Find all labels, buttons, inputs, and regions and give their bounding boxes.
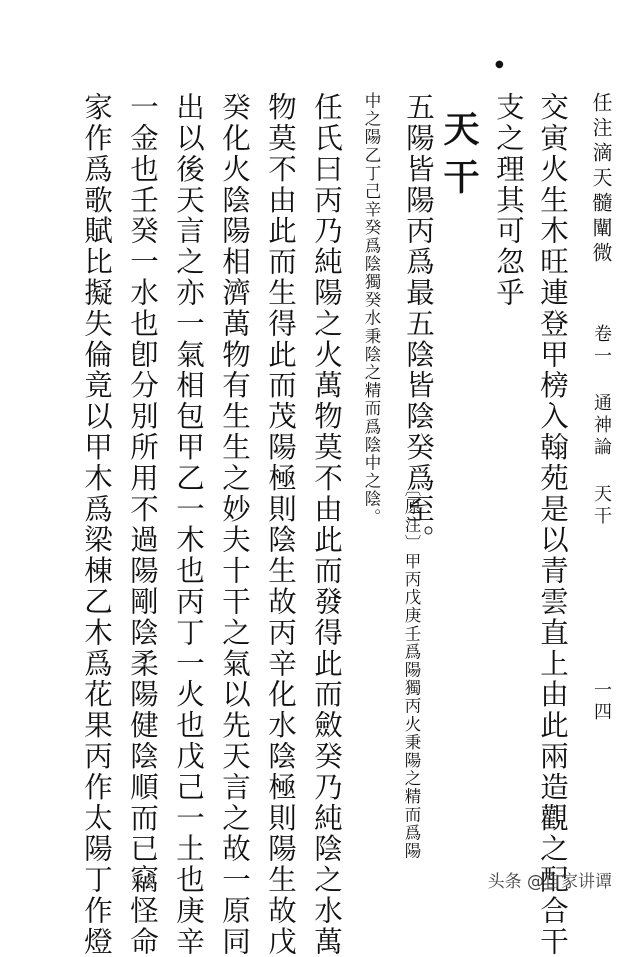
text-column-1: 交寅火生木旺連登甲榜入翰苑是以青雲直上由此兩造觀之配合干: [536, 92, 569, 957]
text-column-7: 出以後天言之亦一氣相包甲乙一木也丙丁一火也戊己一土也庚辛: [172, 92, 205, 957]
text-column-6: 癸化火陰陽相濟萬物有生生之妙夫十干之氣以先天言之故一原同: [218, 92, 251, 957]
text-column-9: 家作爲歌賦比擬失倫竟以甲木爲梁棟乙木爲花果丙作太陽丁作燈: [80, 92, 113, 957]
chapter-label: 卷一 通神論 天干: [591, 324, 612, 528]
annotation-column-1: 〔原注〕甲丙戊庚壬爲陽獨丙火秉陽之精而爲陽: [402, 480, 421, 861]
text-column-5: 物莫不由此而生得此而茂陽極則陰生故丙辛化水陰極則陽生故戊: [264, 92, 297, 957]
annotation-column-2: 中之陽乙丁己辛癸爲陰獨癸水秉陰之精而爲陰中之陰。: [362, 92, 381, 527]
text-column-4: 任氏曰丙乃純陽之火萬物莫不由此而發得此而斂癸乃純陰之水萬: [310, 92, 343, 957]
section-heading: 天干: [438, 110, 479, 206]
text-column-3: 五陽皆陽丙爲最五陰皆陰癸爲至。: [402, 92, 435, 556]
margin-mark: ●: [495, 59, 504, 70]
book-title: 任注滴天髓闡微: [589, 92, 613, 267]
text-column-2: 支之理其可忽乎: [492, 92, 525, 309]
watermark: 头条 @自家讲谭: [487, 872, 612, 892]
text-column-8: 一金也壬癸一水也卽分別所用不過陽剛陰柔陽健陰順而已竊怪命: [126, 92, 159, 957]
running-header: [584, 92, 618, 872]
page-number: 一四: [591, 680, 612, 724]
